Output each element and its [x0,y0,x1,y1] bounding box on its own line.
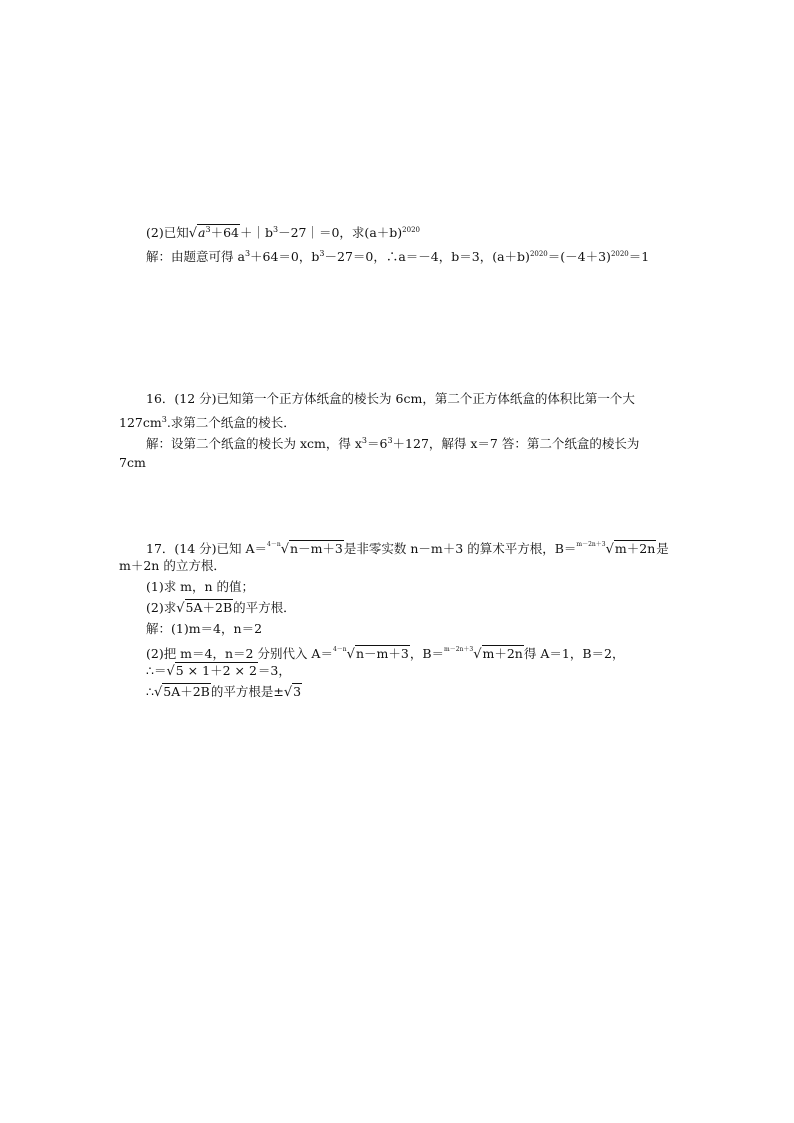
q16-solution-line1: 解：设第二个纸盒的棱长为 xcm，得 $x^3=6^3+127$，解得 x＝7 答：第二个纸盒的棱长为 [146,436,640,451]
q17-solution-3: ∴＝√5 × 1＋2 × 2＝3， [146,663,291,679]
q17-part2: (2)求√5A＋2B的平方根． [146,600,296,616]
sqrt-expression: √3 [283,684,302,700]
q17-solution-4: ∴√5A＋2B的平方根是±√3 [146,684,302,700]
q17-question-line2: m＋2n 的立方根． [119,558,226,573]
q17-part1: (1)求 m，n 的值； [146,579,255,594]
root-expression: √n－m＋3 [280,541,343,557]
q15b-question: (2)已知$√a^3+64+|b^3-27|=0$，求$(a+b)^{2020}$ [146,222,420,242]
root-expression: √m＋2n [473,646,523,662]
root-expression: √m＋2n [605,541,656,557]
q16-question-line2: $127cm^3$.求第二个纸盒的棱长． [119,415,296,430]
sqrt-expression: √5A＋2B [176,600,233,616]
q17-solution-1: 解：(1)m＝4，n＝2 [146,621,263,636]
q17-solution-2: (2)把 m＝4，n＝2 分别代入 A＝$^{4-n}$√n－m＋3，B＝$^{m-2n+3}$√m＋2n得 A＝1，B＝2， [146,646,625,662]
q15b-solution: 解：由题意可得 $a^3+64=0$，$b^3-27=0$，∴a＝－4，b＝3，$(a+b)^{2020}=(-4+3)^{2020}=1$ [146,249,650,264]
sqrt-expression: $√a^3+64$ [188,225,239,241]
q16-question-line1: 16．(12 分)已知第一个正方体纸盒的棱长为 6cm，第二个正方体纸盒的体积比第一个大 [146,391,635,406]
sqrt-expression: √5A＋2B [153,684,210,700]
q17-question-line1: 17．(14 分)已知 A＝$^{4-n}$√n－m＋3是非零实数 n－m＋3 的算术平方根，B＝$^{m-2n+3}$√m＋2n是 [146,541,669,557]
sqrt-expression: √5 × 1＋2 × 2 [166,663,257,679]
root-expression: √n－m＋3 [346,646,409,662]
q16-solution-line2: 7cm [119,455,146,470]
